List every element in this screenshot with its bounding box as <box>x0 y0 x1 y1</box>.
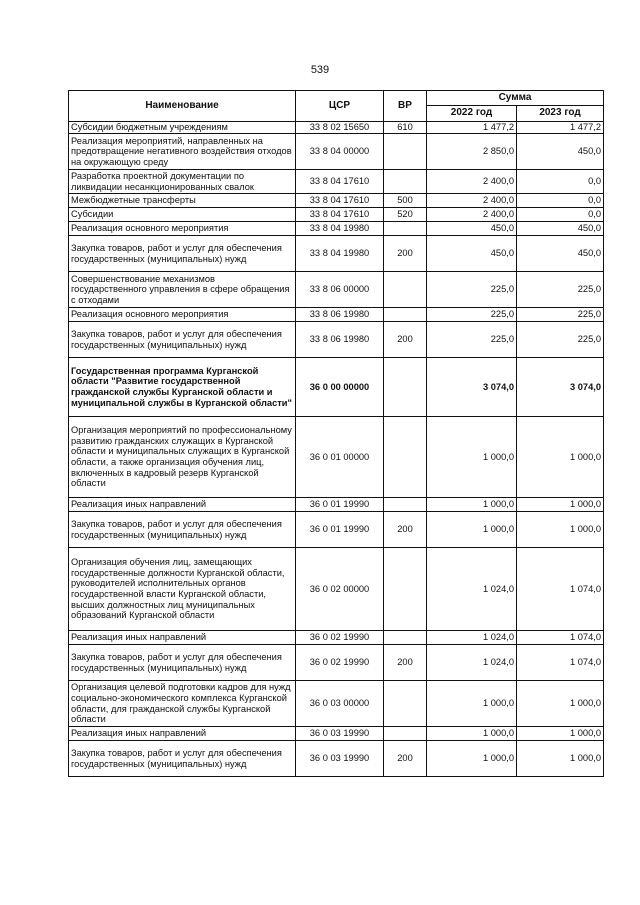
table-row <box>69 645 604 681</box>
cell-csr: 36 0 01 00000 <box>296 417 384 498</box>
table-header <box>69 91 604 122</box>
cell-sum-2023: 0,0 <box>517 194 604 208</box>
cell-vr <box>384 170 427 194</box>
table-row <box>69 208 604 222</box>
header-csr: ЦСР <box>296 91 384 122</box>
cell-sum-2023: 450,0 <box>517 134 604 170</box>
cell-sum-2023: 0,0 <box>517 170 604 194</box>
cell-vr: 200 <box>384 322 427 358</box>
cell-sum-2022: 2 400,0 <box>427 170 517 194</box>
cell-vr: 200 <box>384 645 427 681</box>
cell-sum-2022: 1 477,2 <box>427 122 517 134</box>
cell-name: Закупка товаров, работ и услуг для обеспечения государственных (муниципальных) нужд <box>69 645 296 681</box>
table-row <box>69 308 604 322</box>
cell-name: Закупка товаров, работ и услуг для обеспечения государственных (муниципальных) нужд <box>69 236 296 272</box>
cell-name: Организация обучения лиц, замещающих государственные должности Курганской области, руководителей исполнительных органов государственной власти Курганской области, высших должностных лиц муниципальных образований Курганской области <box>69 548 296 631</box>
table-row <box>69 498 604 512</box>
cell-csr: 36 0 03 19990 <box>296 727 384 741</box>
cell-csr: 36 0 03 19990 <box>296 741 384 777</box>
table-row <box>69 512 604 548</box>
table-row <box>69 122 604 134</box>
cell-sum-2022: 450,0 <box>427 222 517 236</box>
cell-sum-2023: 1 000,0 <box>517 741 604 777</box>
cell-csr: 33 8 06 19980 <box>296 322 384 358</box>
cell-sum-2022: 3 074,0 <box>427 358 517 417</box>
cell-sum-2022: 1 000,0 <box>427 681 517 727</box>
table-row <box>69 358 604 417</box>
table-body <box>69 122 604 777</box>
header-name: Наименование <box>69 91 296 122</box>
cell-name: Реализация иных направлений <box>69 631 296 645</box>
cell-sum-2023: 1 074,0 <box>517 548 604 631</box>
cell-vr: 500 <box>384 194 427 208</box>
cell-sum-2022: 1 000,0 <box>427 417 517 498</box>
header-year-2022: 2022 год <box>427 106 517 122</box>
cell-csr: 33 8 06 00000 <box>296 272 384 308</box>
cell-sum-2023: 1 074,0 <box>517 631 604 645</box>
cell-sum-2023: 1 074,0 <box>517 645 604 681</box>
cell-csr: 33 8 04 00000 <box>296 134 384 170</box>
cell-sum-2023: 450,0 <box>517 222 604 236</box>
cell-vr <box>384 727 427 741</box>
cell-sum-2022: 1 024,0 <box>427 645 517 681</box>
cell-name: Субсидии бюджетным учреждениям <box>69 122 296 134</box>
cell-sum-2023: 0,0 <box>517 208 604 222</box>
cell-sum-2023: 225,0 <box>517 308 604 322</box>
cell-vr <box>384 358 427 417</box>
cell-sum-2022: 1 000,0 <box>427 498 517 512</box>
cell-sum-2022: 1 024,0 <box>427 548 517 631</box>
cell-sum-2023: 450,0 <box>517 236 604 272</box>
budget-table <box>68 90 604 777</box>
cell-sum-2023: 1 000,0 <box>517 512 604 548</box>
cell-csr: 33 8 04 17610 <box>296 208 384 222</box>
cell-vr <box>384 548 427 631</box>
cell-csr: 36 0 00 00000 <box>296 358 384 417</box>
cell-vr: 520 <box>384 208 427 222</box>
cell-vr <box>384 417 427 498</box>
cell-name: Закупка товаров, работ и услуг для обеспечения государственных (муниципальных) нужд <box>69 322 296 358</box>
cell-name: Организация мероприятий по профессиональному развитию гражданских служащих в Курганской области и муниципальных служащих в Курганской области, а также организация обучения лиц, включенных в кадровый резерв Курганской области <box>69 417 296 498</box>
cell-sum-2022: 2 400,0 <box>427 208 517 222</box>
cell-sum-2022: 225,0 <box>427 272 517 308</box>
cell-csr: 33 8 02 15650 <box>296 122 384 134</box>
cell-name: Закупка товаров, работ и услуг для обеспечения государственных (муниципальных) нужд <box>69 512 296 548</box>
header-vr: ВР <box>384 91 427 122</box>
cell-vr <box>384 134 427 170</box>
cell-csr: 33 8 04 19980 <box>296 236 384 272</box>
cell-name: Закупка товаров, работ и услуг для обеспечения государственных (муниципальных) нужд <box>69 741 296 777</box>
cell-csr: 36 0 02 00000 <box>296 548 384 631</box>
cell-sum-2023: 225,0 <box>517 272 604 308</box>
cell-name: Реализация основного мероприятия <box>69 222 296 236</box>
cell-sum-2023: 1 000,0 <box>517 417 604 498</box>
cell-sum-2022: 1 000,0 <box>427 512 517 548</box>
cell-vr <box>384 308 427 322</box>
cell-name: Реализация иных направлений <box>69 498 296 512</box>
cell-csr: 36 0 03 00000 <box>296 681 384 727</box>
cell-sum-2022: 450,0 <box>427 236 517 272</box>
cell-name: Реализация основного мероприятия <box>69 308 296 322</box>
cell-name: Реализация мероприятий, направленных на предотвращение негативного воздействия отходов на окружающую среду <box>69 134 296 170</box>
cell-vr: 200 <box>384 512 427 548</box>
cell-name: Субсидии <box>69 208 296 222</box>
cell-sum-2022: 1 000,0 <box>427 741 517 777</box>
cell-csr: 36 0 01 19990 <box>296 512 384 548</box>
cell-sum-2022: 1 024,0 <box>427 631 517 645</box>
table-row <box>69 741 604 777</box>
cell-csr: 36 0 01 19990 <box>296 498 384 512</box>
table-row <box>69 236 604 272</box>
cell-name: Организация целевой подготовки кадров для нужд социально-экономического комплекса Курганской области, для гражданской службы Курганской области <box>69 681 296 727</box>
cell-name: Межбюджетные трансферты <box>69 194 296 208</box>
cell-sum-2023: 1 477,2 <box>517 122 604 134</box>
table-row <box>69 222 604 236</box>
cell-vr: 610 <box>384 122 427 134</box>
cell-name: Реализация иных направлений <box>69 727 296 741</box>
cell-vr <box>384 222 427 236</box>
table-row <box>69 170 604 194</box>
cell-csr: 33 8 04 19980 <box>296 222 384 236</box>
cell-vr <box>384 272 427 308</box>
cell-name: Совершенствование механизмов государственного управления в сфере обращения с отходами <box>69 272 296 308</box>
cell-csr: 33 8 06 19980 <box>296 308 384 322</box>
cell-sum-2022: 225,0 <box>427 322 517 358</box>
cell-name: Разработка проектной документации по ликвидации несанкционированных свалок <box>69 170 296 194</box>
cell-sum-2023: 3 074,0 <box>517 358 604 417</box>
cell-sum-2022: 2 850,0 <box>427 134 517 170</box>
cell-sum-2023: 1 000,0 <box>517 498 604 512</box>
cell-vr <box>384 498 427 512</box>
cell-sum-2023: 1 000,0 <box>517 727 604 741</box>
cell-sum-2023: 225,0 <box>517 322 604 358</box>
cell-sum-2023: 1 000,0 <box>517 681 604 727</box>
cell-vr <box>384 681 427 727</box>
cell-name: Государственная программа Курганской области "Развитие государственной гражданской службы Курганской области и муниципальной службы в Курганской области" <box>69 358 296 417</box>
table-row <box>69 194 604 208</box>
cell-csr: 33 8 04 17610 <box>296 170 384 194</box>
table-row <box>69 631 604 645</box>
cell-sum-2022: 2 400,0 <box>427 194 517 208</box>
cell-vr <box>384 631 427 645</box>
table-row <box>69 727 604 741</box>
header-sum: Сумма <box>427 91 604 106</box>
table-row <box>69 548 604 631</box>
page-number: 539 <box>310 64 330 76</box>
table-row <box>69 417 604 498</box>
cell-vr: 200 <box>384 236 427 272</box>
table-row <box>69 322 604 358</box>
header-year-2023: 2023 год <box>517 106 604 122</box>
cell-csr: 36 0 02 19990 <box>296 645 384 681</box>
cell-sum-2022: 225,0 <box>427 308 517 322</box>
table-row <box>69 134 604 170</box>
cell-vr: 200 <box>384 741 427 777</box>
cell-sum-2022: 1 000,0 <box>427 727 517 741</box>
table-row <box>69 681 604 727</box>
table-row <box>69 272 604 308</box>
cell-csr: 36 0 02 19990 <box>296 631 384 645</box>
cell-csr: 33 8 04 17610 <box>296 194 384 208</box>
